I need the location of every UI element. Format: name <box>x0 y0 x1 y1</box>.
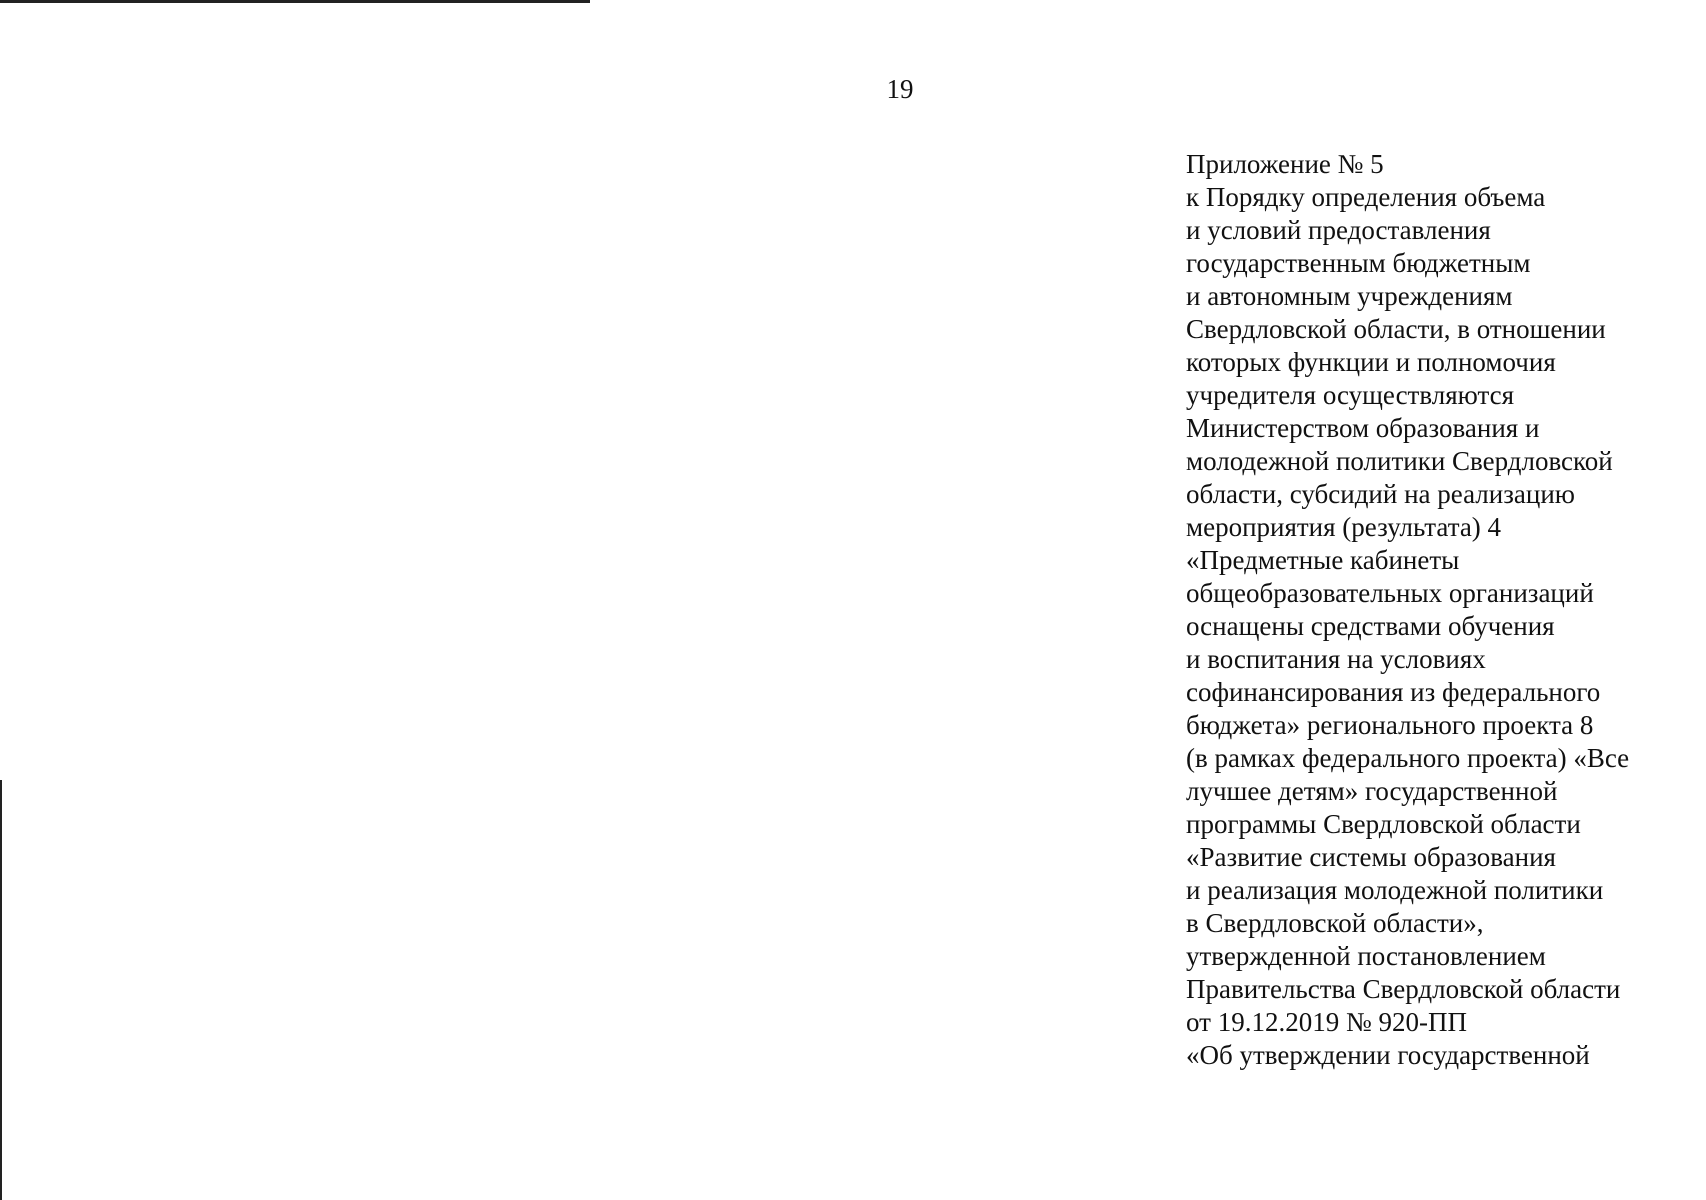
appendix-line: лучшее детям» государственной <box>1186 776 1558 806</box>
appendix-line: Свердловской области, в отношении <box>1186 314 1606 344</box>
scan-edge-left <box>0 780 2 1200</box>
appendix-line: общеобразовательных организаций <box>1186 578 1594 608</box>
appendix-line: Министерством образования и <box>1186 413 1540 443</box>
page-number: 19 <box>886 74 914 104</box>
scan-edge-top <box>0 0 590 3</box>
appendix-line: «Предметные кабинеты <box>1186 545 1460 575</box>
appendix-line: и условий предоставления <box>1186 215 1491 245</box>
appendix-line: софинансирования из федерального <box>1186 677 1601 707</box>
appendix-line: которых функции и полномочия <box>1186 347 1556 377</box>
appendix-line: «Об утверждении государственной <box>1186 1040 1590 1070</box>
appendix-line: и автономным учреждениям <box>1186 281 1513 311</box>
appendix-line: «Развитие системы образования <box>1186 842 1556 872</box>
appendix-line: в Свердловской области», <box>1186 908 1484 938</box>
appendix-line: бюджета» регионального проекта 8 <box>1186 710 1594 740</box>
appendix-line: к Порядку определения объема <box>1186 182 1546 212</box>
appendix-line: утвержденной постановлением <box>1186 941 1546 971</box>
appendix-line: мероприятия (результата) 4 <box>1186 512 1502 542</box>
appendix-line: Правительства Свердловской области <box>1186 974 1621 1004</box>
appendix-line: оснащены средствами обучения <box>1186 611 1555 641</box>
appendix-line: учредителя осуществляются <box>1186 380 1514 410</box>
appendix-line: и реализация молодежной политики <box>1186 875 1604 905</box>
appendix-line: Приложение № 5 <box>1186 149 1384 179</box>
appendix-header-block <box>1186 148 1686 1072</box>
appendix-line: и воспитания на условиях <box>1186 644 1486 674</box>
appendix-line: молодежной политики Свердловской <box>1186 446 1613 476</box>
appendix-line: (в рамках федерального проекта) «Все <box>1186 743 1630 773</box>
appendix-line: государственным бюджетным <box>1186 248 1531 278</box>
appendix-line: области, субсидий на реализацию <box>1186 479 1575 509</box>
appendix-line: программы Свердловской области <box>1186 809 1581 839</box>
appendix-line: от 19.12.2019 № 920-ПП <box>1186 1007 1467 1037</box>
